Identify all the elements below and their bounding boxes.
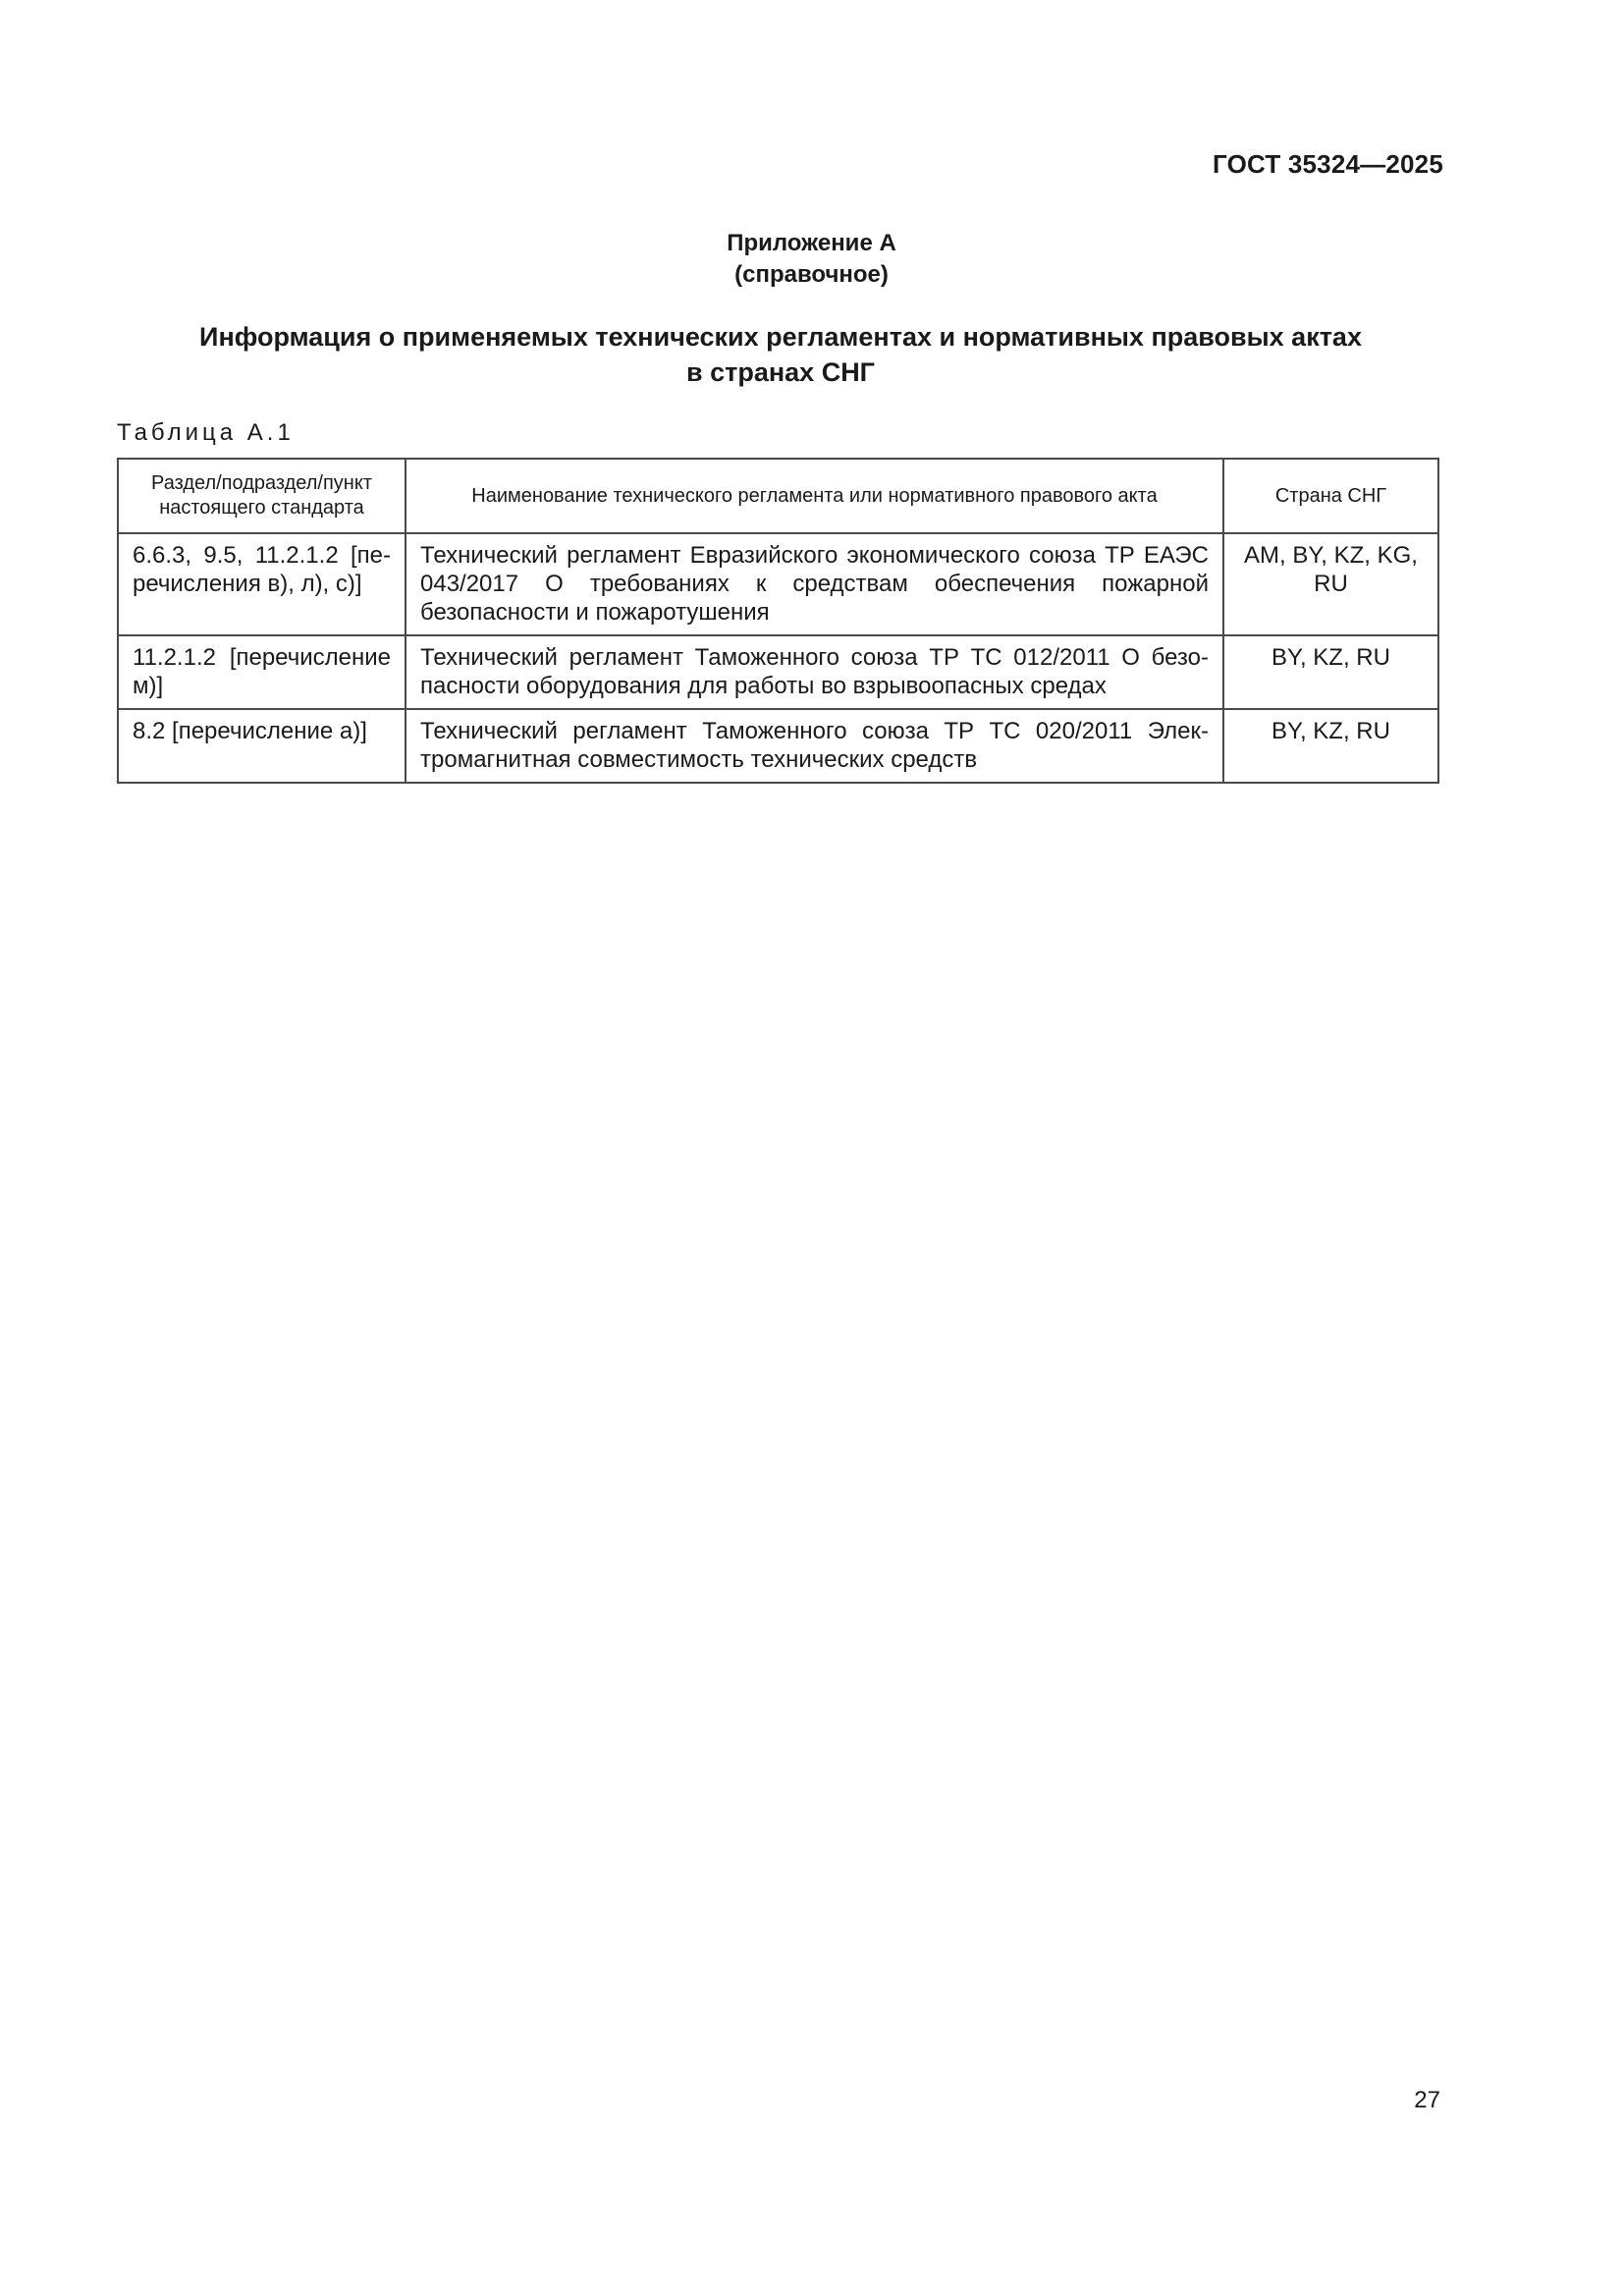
annex-label: Приложение А: [727, 230, 896, 256]
column-header-regulation: Наименование технического регламента или нормативного правового акта: [406, 459, 1223, 533]
column-header-section: Раздел/подраздел/пункт настоящего стандарта: [118, 459, 406, 533]
cell-regulation: Технический регламент Таможенного союза ТР ТС 020/2011 Электромагнитная совместимость технических средств: [406, 709, 1223, 783]
table-row: [118, 709, 1438, 783]
annex-kind: (справочное): [734, 261, 889, 288]
table-header-row: [118, 459, 1438, 533]
cell-countries: AM, BY, KZ, KG, RU: [1223, 533, 1438, 635]
cell-regulation: Технический регламент Евразийского экономического союза ТР ЕАЭС 043/2017 О требованиях к средствам обеспечения пожарной безопасности и пожаротушения: [406, 533, 1223, 635]
annex-title: [118, 319, 1443, 390]
table-row: [118, 533, 1438, 635]
regulations-table: [117, 458, 1439, 784]
cell-countries: BY, KZ, RU: [1223, 635, 1438, 709]
cell-section: 8.2 [перечисление а)]: [118, 709, 406, 783]
annex-title-line-1: Информация о применяемых технических регламентах и нормативных правовых актах: [199, 322, 1362, 352]
cell-regulation: Технический регламент Таможенного союза ТР ТС 012/2011 О безопасности оборудования для работы во взрывоопасных средах: [406, 635, 1223, 709]
annex-heading: [0, 228, 1623, 291]
cell-section: 11.2.1.2 [перечисление м)]: [118, 635, 406, 709]
page-number: 27: [1414, 2087, 1440, 2113]
column-header-country: Страна СНГ: [1223, 459, 1438, 533]
table-caption: Таблица А.1: [117, 419, 295, 446]
cell-countries: BY, KZ, RU: [1223, 709, 1438, 783]
cell-section: 6.6.3, 9.5, 11.2.1.2 [перечисления в), л), с)]: [118, 533, 406, 635]
document-code: ГОСТ 35324—2025: [1213, 149, 1443, 179]
annex-title-line-2: в странах СНГ: [686, 357, 875, 387]
table-row: [118, 635, 1438, 709]
